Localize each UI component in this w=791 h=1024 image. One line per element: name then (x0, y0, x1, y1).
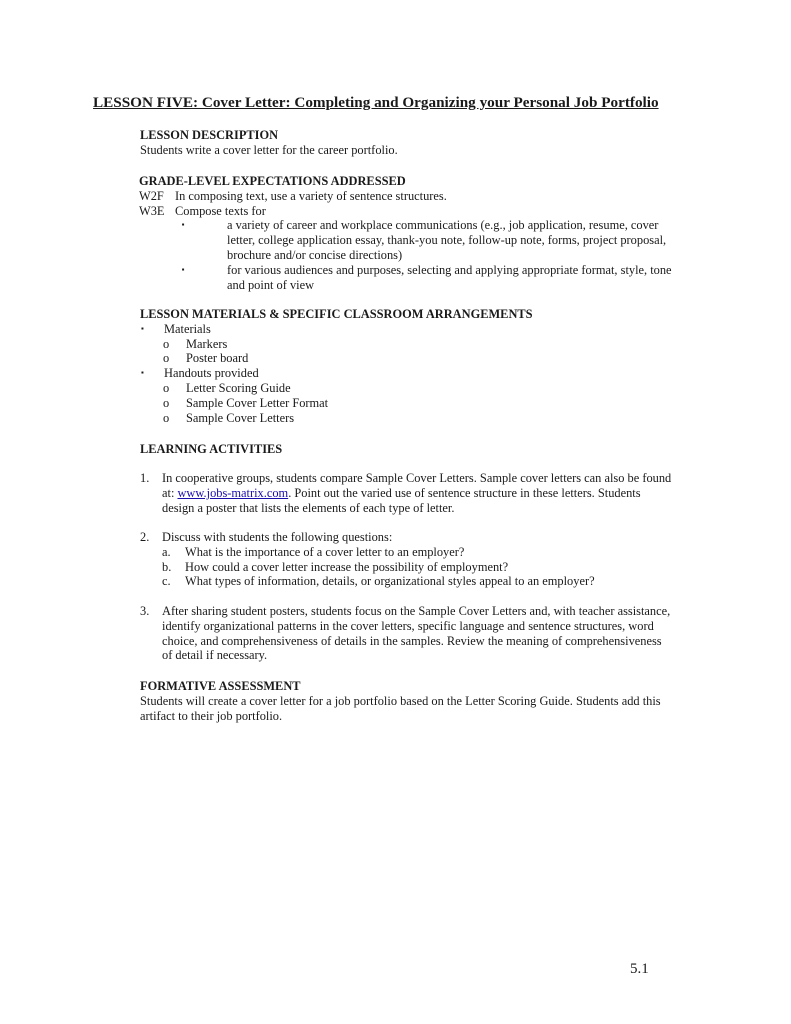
activity-line: After sharing student posters, students focus on the Sample Cover Letters and, with teacher assistance, (162, 604, 671, 618)
gle-heading: GRADE-LEVEL EXPECTATIONS ADDRESSED (139, 174, 406, 188)
lesson-description-heading: LESSON DESCRIPTION (140, 128, 279, 142)
activity-line: of detail if necessary. (162, 648, 268, 663)
activity-number: 2. (140, 530, 150, 544)
gle-sub-line: letter, college application essay, thank-you note, follow-up note, forms, project proposal, (227, 233, 667, 248)
activities-section (140, 442, 720, 457)
activity-number: 1. (140, 471, 150, 485)
gle-sub-line: and point of view (227, 277, 315, 292)
materials-item (140, 411, 720, 426)
materials-heading: LESSON MATERIALS & SPECIFIC CLASSROOM ARRANGEMENTS (140, 307, 533, 321)
square-bullet-icon: ▪ (181, 264, 185, 274)
materials-item-text: Markers (186, 336, 228, 351)
materials-item (140, 351, 720, 366)
activity-line (162, 486, 707, 501)
question-item (140, 545, 720, 560)
question-text: What is the importance of a cover letter to an employer? (185, 544, 465, 559)
lesson-description-text: Students write a cover letter for the career portfolio. (140, 142, 398, 157)
question-text: What types of information, details, or organizational styles appeal to an employer? (185, 574, 595, 589)
activity-text: . Point out the varied use of sentence structure in these letters. Students (288, 485, 641, 500)
materials-section (140, 307, 720, 425)
question-item (140, 574, 720, 589)
gle-sub-line: brochure and/or concise directions) (227, 247, 403, 262)
activity-line: design a poster that lists the elements of each type of letter. (162, 500, 455, 515)
question-text: How could a cover letter increase the possibility of employment? (185, 559, 509, 574)
gle-text: In composing text, use a variety of sentence structures. (175, 188, 447, 203)
page-number: 5.1 (630, 961, 649, 977)
square-bullet-icon: ▪ (181, 220, 185, 230)
materials-group (140, 322, 720, 337)
gle-code: W2F (139, 188, 164, 203)
gle-sub-item (139, 263, 719, 293)
circle-bullet-icon: o (163, 395, 170, 410)
question-letter: b. (162, 559, 172, 574)
circle-bullet-icon: o (163, 410, 170, 425)
question-item (140, 560, 720, 575)
activity-line: Discuss with students the following questions: (162, 530, 393, 544)
gle-sub-line: for various audiences and purposes, selecting and applying appropriate format, style, tone (227, 262, 672, 277)
activities-heading: LEARNING ACTIVITIES (140, 442, 283, 456)
gle-section (139, 174, 719, 292)
activity-number: 3. (140, 604, 150, 618)
materials-group-label: Materials (164, 321, 211, 336)
gle-item (139, 189, 719, 204)
assessment-heading: FORMATIVE ASSESSMENT (140, 679, 301, 693)
materials-group (140, 366, 720, 381)
assessment-section (140, 679, 720, 723)
assessment-line: Students will create a cover letter for a job portfolio based on the Letter Scoring Guide. Students add this (140, 693, 661, 708)
activity-line: identify organizational patterns in the cover letters, specific language and sentence structures, word (162, 618, 654, 633)
circle-bullet-icon: o (163, 380, 170, 395)
square-bullet-icon: ▪ (141, 323, 144, 333)
materials-item (140, 381, 720, 396)
jobs-matrix-link[interactable]: www.jobs-matrix.com (177, 485, 289, 500)
materials-item (140, 337, 720, 352)
activity-1 (140, 471, 720, 515)
assessment-line: artifact to their job portfolio. (140, 708, 283, 723)
question-letter: a. (162, 544, 171, 559)
activity-text: at: (162, 485, 178, 500)
gle-code: W3E (139, 203, 165, 218)
circle-bullet-icon: o (163, 351, 170, 366)
materials-item (140, 396, 720, 411)
square-bullet-icon: ▪ (141, 368, 144, 378)
activity-line: In cooperative groups, students compare Sample Cover Letters. Sample cover letters can also be found (162, 471, 672, 485)
materials-item-text: Poster board (186, 351, 249, 366)
materials-group-label: Handouts provided (164, 366, 259, 381)
materials-item-text: Letter Scoring Guide (186, 380, 291, 395)
circle-bullet-icon: o (163, 336, 170, 351)
activity-2 (140, 530, 720, 589)
gle-sub-item (139, 218, 719, 262)
activity-line: choice, and comprehensiveness of details in the samples. Review the meaning of comprehensiveness (162, 633, 662, 648)
materials-item-text: Sample Cover Letters (186, 410, 295, 425)
materials-item-text: Sample Cover Letter Format (186, 395, 329, 410)
lesson-description-section (140, 128, 720, 158)
gle-sub-line: a variety of career and workplace communications (e.g., job application, resume, cover (227, 218, 659, 233)
activity-3 (140, 604, 720, 663)
lesson-title: LESSON FIVE: Cover Letter: Completing and Organizing your Personal Job Portfolio (93, 94, 659, 111)
gle-text: Compose texts for (175, 203, 266, 218)
gle-item (139, 204, 719, 219)
question-letter: c. (162, 574, 171, 589)
